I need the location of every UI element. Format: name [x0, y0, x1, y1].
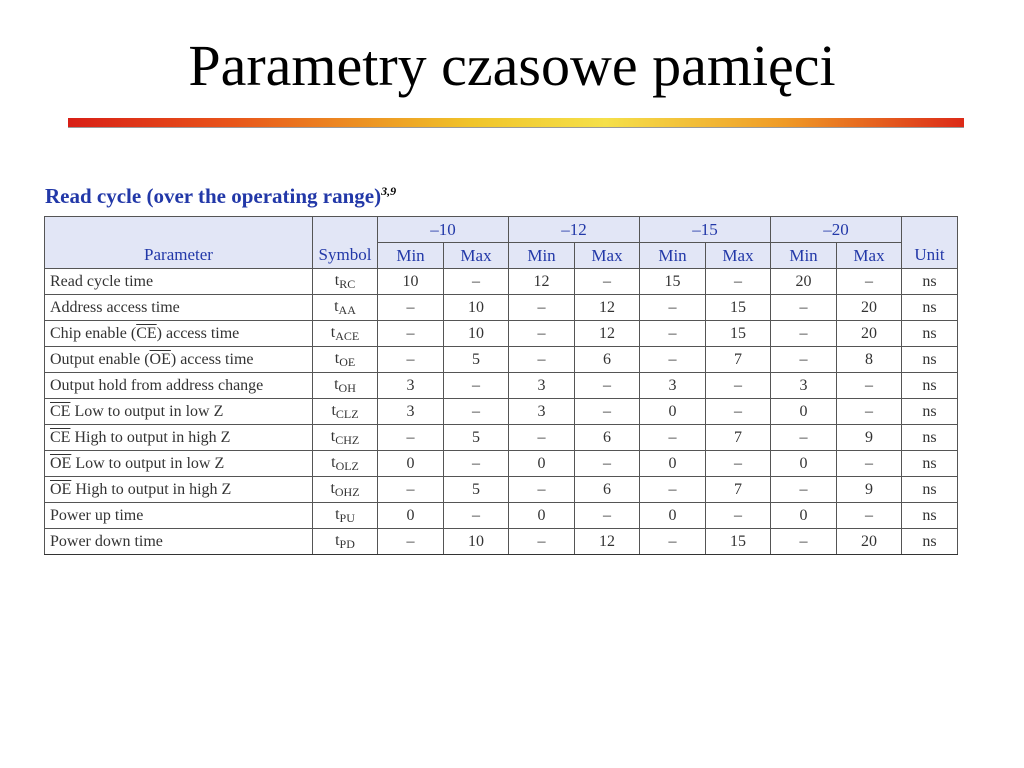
- symbol-base: t: [334, 297, 339, 315]
- slide-title: Parametry czasowe pamięci: [188, 33, 836, 98]
- unit-cell: ns: [902, 321, 958, 347]
- min-value-cell: 0: [378, 451, 444, 477]
- parameter-signal-overline: $\overline{CE}$: [50, 402, 71, 420]
- min-value-cell: 3: [509, 399, 575, 425]
- symbol-cell: [313, 425, 378, 451]
- max-value-cell: 7: [706, 477, 771, 503]
- parameter-label: Low to output in low Z: [70, 402, 224, 420]
- table-caption-footnotes: 3,9: [381, 184, 397, 198]
- header-max: Max: [575, 243, 640, 269]
- parameter-cell: [45, 451, 313, 477]
- unit-cell: ns: [902, 529, 958, 555]
- max-value-cell: 15: [706, 295, 771, 321]
- min-value-cell: –: [378, 477, 444, 503]
- min-value-cell: 0: [640, 399, 706, 425]
- parameter-cell: [45, 321, 313, 347]
- table-header: [45, 217, 958, 269]
- title-divider-bar: [68, 118, 964, 128]
- parameter-cell: [45, 477, 313, 503]
- table-row: [45, 451, 958, 477]
- max-value-cell: –: [444, 373, 509, 399]
- symbol-cell: [313, 347, 378, 373]
- symbol-cell: [313, 529, 378, 555]
- max-value-cell: 12: [575, 295, 640, 321]
- table-row: [45, 321, 958, 347]
- min-value-cell: –: [509, 347, 575, 373]
- header-min: Min: [378, 243, 444, 269]
- header-group-20: –20: [771, 217, 902, 243]
- symbol-base: t: [334, 271, 340, 289]
- table-caption-text: Read cycle (over the operating range): [45, 184, 382, 208]
- max-value-cell: 20: [837, 529, 902, 555]
- parameter-label: Output hold from address change: [50, 376, 264, 394]
- header-max: Max: [837, 243, 902, 269]
- min-value-cell: 0: [771, 451, 837, 477]
- min-value-cell: –: [640, 425, 706, 451]
- min-value-cell: –: [509, 529, 575, 555]
- symbol-base: t: [330, 479, 335, 497]
- parameter-signal-overline: $\overline{CE}$: [136, 324, 157, 342]
- max-value-cell: 5: [444, 425, 509, 451]
- symbol-subscript: RC: [339, 276, 356, 291]
- max-value-cell: –: [575, 503, 640, 529]
- max-value-cell: 9: [837, 477, 902, 503]
- min-value-cell: –: [640, 477, 706, 503]
- unit-cell: ns: [902, 269, 958, 295]
- parameter-cell: [45, 373, 313, 399]
- symbol-subscript: OH: [338, 380, 356, 395]
- min-value-cell: –: [771, 321, 837, 347]
- symbol-base: t: [331, 453, 336, 471]
- symbol-cell: [313, 373, 378, 399]
- max-value-cell: –: [837, 373, 902, 399]
- symbol-base: t: [334, 375, 339, 393]
- parameter-label: High to output in high Z: [70, 428, 231, 446]
- table-body: [45, 269, 958, 555]
- min-value-cell: –: [640, 321, 706, 347]
- symbol-subscript: ACE: [335, 328, 360, 343]
- max-value-cell: 10: [444, 321, 509, 347]
- table-caption: [45, 184, 396, 209]
- min-value-cell: 0: [509, 451, 575, 477]
- min-value-cell: 0: [640, 451, 706, 477]
- unit-cell: ns: [902, 477, 958, 503]
- unit-cell: ns: [902, 373, 958, 399]
- header-max: Max: [444, 243, 509, 269]
- max-value-cell: –: [837, 399, 902, 425]
- parameter-label: Chip enable (: [50, 324, 137, 342]
- min-value-cell: 3: [378, 399, 444, 425]
- header-group-12: –12: [509, 217, 640, 243]
- parameter-cell: [45, 269, 313, 295]
- min-value-cell: –: [640, 529, 706, 555]
- max-value-cell: 8: [837, 347, 902, 373]
- min-value-cell: –: [378, 321, 444, 347]
- symbol-base: t: [334, 349, 340, 367]
- max-value-cell: –: [444, 503, 509, 529]
- header-max: Max: [706, 243, 771, 269]
- symbol-base: t: [331, 401, 336, 419]
- max-value-cell: 5: [444, 477, 509, 503]
- parameter-label: Address access time: [50, 298, 180, 316]
- symbol-base: t: [330, 427, 336, 445]
- min-value-cell: 20: [771, 269, 837, 295]
- parameter-label: Power up time: [50, 506, 144, 524]
- min-value-cell: 0: [509, 503, 575, 529]
- min-value-cell: –: [771, 529, 837, 555]
- table-row: [45, 347, 958, 373]
- parameter-signal-overline: $\overline{OE}$: [149, 350, 171, 368]
- read-cycle-table: [44, 216, 958, 555]
- min-value-cell: 3: [640, 373, 706, 399]
- min-value-cell: –: [509, 295, 575, 321]
- min-value-cell: –: [378, 425, 444, 451]
- symbol-cell: [313, 269, 378, 295]
- header-group-10: –10: [378, 217, 509, 243]
- unit-cell: ns: [902, 451, 958, 477]
- min-value-cell: –: [771, 295, 837, 321]
- symbol-subscript: PU: [339, 510, 355, 525]
- parameter-label: Output enable (: [50, 350, 150, 368]
- max-value-cell: –: [706, 399, 771, 425]
- parameter-cell: [45, 295, 313, 321]
- max-value-cell: 7: [706, 347, 771, 373]
- min-value-cell: –: [640, 347, 706, 373]
- parameter-cell: [45, 399, 313, 425]
- parameter-label: High to output in high Z: [71, 480, 232, 498]
- min-value-cell: 15: [640, 269, 706, 295]
- max-value-cell: 5: [444, 347, 509, 373]
- min-value-cell: –: [771, 477, 837, 503]
- symbol-cell: [313, 295, 378, 321]
- min-value-cell: 12: [509, 269, 575, 295]
- min-value-cell: –: [509, 477, 575, 503]
- symbol-subscript: OLZ: [335, 458, 359, 473]
- max-value-cell: 20: [837, 321, 902, 347]
- min-value-cell: –: [378, 529, 444, 555]
- parameter-cell: [45, 425, 313, 451]
- parameter-label: Power down time: [50, 532, 163, 550]
- parameter-signal-overline: $\overline{CE}$: [50, 428, 71, 446]
- parameter-label: ) access time: [156, 324, 240, 342]
- max-value-cell: –: [575, 269, 640, 295]
- symbol-subscript: PD: [339, 536, 355, 551]
- min-value-cell: –: [640, 295, 706, 321]
- min-value-cell: 3: [771, 373, 837, 399]
- parameter-cell: [45, 503, 313, 529]
- header-parameter: Parameter: [45, 217, 313, 269]
- max-value-cell: 15: [706, 321, 771, 347]
- symbol-subscript: CLZ: [335, 406, 359, 421]
- symbol-subscript: AA: [338, 302, 356, 317]
- unit-cell: ns: [902, 425, 958, 451]
- min-value-cell: –: [771, 425, 837, 451]
- symbol-base: t: [335, 505, 340, 523]
- symbol-cell: [313, 503, 378, 529]
- table-row: [45, 477, 958, 503]
- max-value-cell: –: [706, 373, 771, 399]
- max-value-cell: –: [575, 373, 640, 399]
- unit-cell: ns: [902, 399, 958, 425]
- min-value-cell: –: [378, 295, 444, 321]
- min-value-cell: 3: [378, 373, 444, 399]
- min-value-cell: 0: [771, 503, 837, 529]
- max-value-cell: –: [706, 503, 771, 529]
- symbol-cell: [313, 451, 378, 477]
- table-row: [45, 295, 958, 321]
- max-value-cell: –: [444, 269, 509, 295]
- max-value-cell: 6: [575, 425, 640, 451]
- max-value-cell: 12: [575, 529, 640, 555]
- header-min: Min: [509, 243, 575, 269]
- parameter-label: Read cycle time: [50, 272, 154, 290]
- header-group-15: –15: [640, 217, 771, 243]
- table-row: [45, 425, 958, 451]
- max-value-cell: –: [837, 503, 902, 529]
- max-value-cell: –: [706, 451, 771, 477]
- table-row: [45, 529, 958, 555]
- unit-cell: ns: [902, 347, 958, 373]
- parameter-cell: [45, 347, 313, 373]
- max-value-cell: 10: [444, 295, 509, 321]
- min-value-cell: –: [509, 321, 575, 347]
- min-value-cell: 0: [378, 503, 444, 529]
- min-value-cell: 10: [378, 269, 444, 295]
- table-row: [45, 399, 958, 425]
- parameter-signal-overline: $\overline{OE}$: [50, 454, 72, 472]
- max-value-cell: 7: [706, 425, 771, 451]
- max-value-cell: –: [575, 399, 640, 425]
- header-min: Min: [640, 243, 706, 269]
- symbol-subscript: CHZ: [335, 432, 360, 447]
- max-value-cell: 20: [837, 295, 902, 321]
- max-value-cell: 6: [575, 347, 640, 373]
- parameter-label: ) access time: [170, 350, 254, 368]
- min-value-cell: –: [771, 347, 837, 373]
- unit-cell: ns: [902, 503, 958, 529]
- min-value-cell: 0: [640, 503, 706, 529]
- symbol-cell: [313, 399, 378, 425]
- parameter-signal-overline: $\overline{OE}$: [50, 480, 72, 498]
- table-row: [45, 269, 958, 295]
- min-value-cell: –: [378, 347, 444, 373]
- header-unit: Unit: [902, 217, 958, 269]
- min-value-cell: –: [509, 425, 575, 451]
- max-value-cell: –: [444, 399, 509, 425]
- max-value-cell: –: [575, 451, 640, 477]
- max-value-cell: 9: [837, 425, 902, 451]
- symbol-cell: [313, 321, 378, 347]
- min-value-cell: 0: [771, 399, 837, 425]
- symbol-subscript: OE: [339, 354, 356, 369]
- max-value-cell: –: [837, 269, 902, 295]
- max-value-cell: 12: [575, 321, 640, 347]
- table-row: [45, 373, 958, 399]
- table-row: [45, 503, 958, 529]
- max-value-cell: 15: [706, 529, 771, 555]
- header-symbol: Symbol: [313, 217, 378, 269]
- parameter-cell: [45, 529, 313, 555]
- min-value-cell: 3: [509, 373, 575, 399]
- header-min: Min: [771, 243, 837, 269]
- max-value-cell: 10: [444, 529, 509, 555]
- symbol-base: t: [330, 323, 336, 341]
- max-value-cell: –: [706, 269, 771, 295]
- symbol-cell: [313, 477, 378, 503]
- max-value-cell: –: [837, 451, 902, 477]
- max-value-cell: 6: [575, 477, 640, 503]
- symbol-subscript: OHZ: [334, 484, 360, 499]
- max-value-cell: –: [444, 451, 509, 477]
- parameter-label: Low to output in low Z: [71, 454, 225, 472]
- unit-cell: ns: [902, 295, 958, 321]
- symbol-base: t: [335, 531, 340, 549]
